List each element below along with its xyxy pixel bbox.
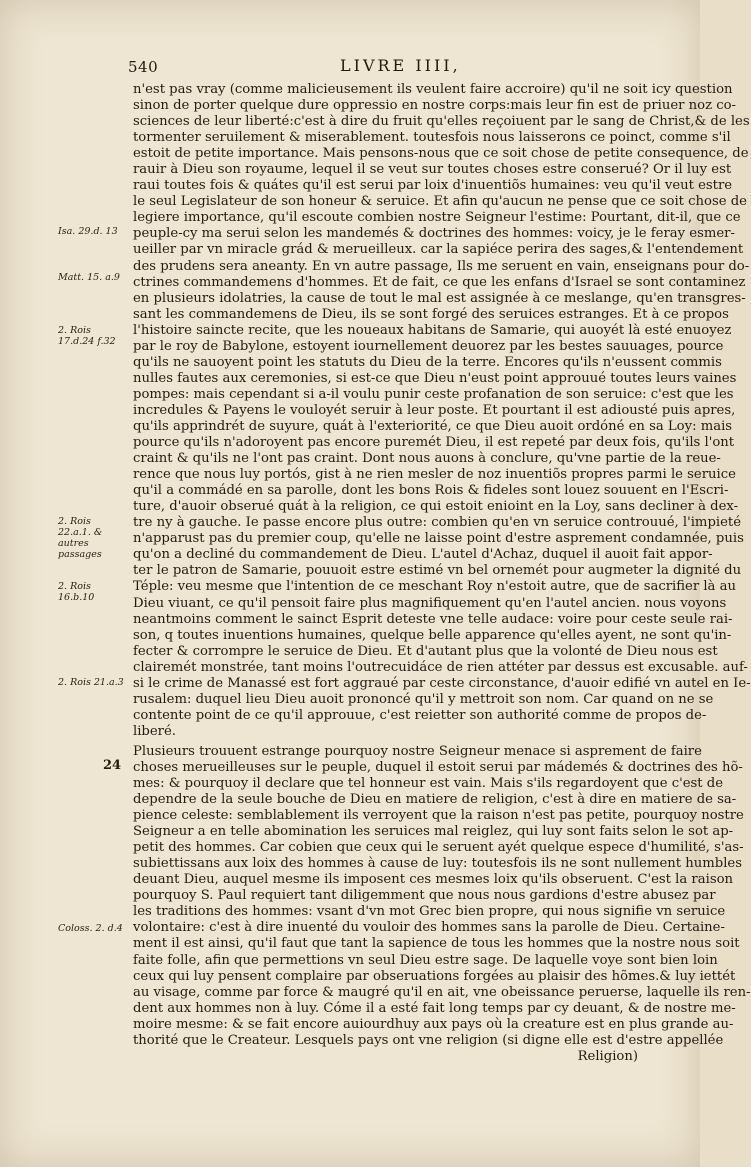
text-line: ment il est ainsi, qu'il faut que tant la sapience de tous les hommes que la nostre nous soit (133, 936, 740, 952)
text-line: Téple: veu mesme que l'intention de ce meschant Roy n'estoit autre, que de sacrifier là au (133, 579, 736, 595)
text-line: faite folle, afin que permettions vn seul Dieu estre sage. De laquelle voye sont bien loin (133, 952, 718, 968)
text-line: si le crime de Manassé est fort aggraué par ceste circonstance, d'auoir edifié vn autel en Ie- (133, 675, 751, 691)
text-line: au visage, comme par force & maugré qu'il en ait, vne obeissance peruerse, laquelle ils ren- (133, 984, 751, 1000)
text-line: Religion) (577, 1048, 638, 1064)
text-line: contente point de ce qu'il approuue, c'est reietter son authorité comme de propos de- (133, 707, 707, 723)
text-line: ture, d'auoir obserué quát à la religion, ce qui estoit enioint en la Loy, sans decliner à dex- (133, 499, 739, 515)
text-line: tormenter seruilement & miserablement. toutesfois nous laisserons ce poinct, comme s'il (133, 130, 731, 146)
text-line: ctrines commandemens d'hommes. Et de fait, ce que les enfans d'Israel se sont contaminez (133, 274, 746, 290)
text-line: clairemét monstrée, tant moins l'outrecuidáce de rien attéter par dessus est excusable. auf- (133, 659, 748, 675)
text-line: legiere importance, qu'il escoute combien nostre Seigneur l'estime: Pourtant, dit-il, que ce (133, 210, 741, 226)
text-line: ter le patron de Samarie, pouuoit estre estimé vn bel ornemét pour augmeter la dignité du (133, 563, 742, 579)
text-line: pompes: mais cependant si a-il voulu punir ceste profanation de son seruice: c'est que les (133, 386, 734, 402)
text-line: les traditions des hommes: vsant d'vn mot Grec bien propre, qui nous signifie vn seruice (133, 904, 726, 920)
margin-note: 2. Rois 21.a.3 (58, 677, 124, 688)
text-line: tre ny à gauche. Ie passe encore plus outre: combien qu'en vn seruice controuué, l'impieté (133, 515, 742, 531)
margin-note: 2. Rois 22.a.1. & autres passages (58, 516, 103, 560)
text-line: moire mesme: & se fait encore auiourdhuy aux pays où la creature est en plus grande au- (133, 1016, 734, 1032)
margin-note: Isa. 29.d. 13 (58, 226, 118, 237)
text-line: rauir à Dieu son royaume, lequel il se veut sur toutes choses estre conserué? Or il luy est (133, 162, 732, 178)
text-line: thorité que le Createur. Lesquels pays ont vne religion (si digne elle est d'estre appellée (133, 1032, 724, 1048)
text-line: ueiller par vn miracle grád & merueilleux. car la sapiéce perira des sages,& l'entendement (133, 242, 744, 258)
text-line: qu'il a commádé en sa parolle, dont les bons Rois & fideles sont louez souuent en l'Escri- (133, 483, 729, 499)
text-line: neantmoins comment le sainct Esprit deteste vne telle audace: voire pour ceste seule rai- (133, 611, 733, 627)
text-line: subiettissans aux loix des hommes à cause de luy: toutesfois ils ne sont nullement humbles (133, 856, 743, 872)
text-line: liberé. (133, 723, 176, 739)
text-line: incredules & Payens le vouloyét seruir à leur poste. Et pourtant il est adiousté puis apres, (133, 402, 736, 418)
text-line: par le roy de Babylone, estoyent iournellement deuorez par les bestes sauuages, pource (133, 338, 724, 354)
text-line: son, q toutes inuentions humaines, quelque belle apparence qu'elles ayent, ne sont qu'in- (133, 627, 732, 643)
text-line: en plusieurs idolatries, la cause de tout le mal est assignée à ce meslange, qu'en transgres- (133, 290, 746, 306)
section-number: 24 (103, 758, 122, 773)
text-line: rusalem: duquel lieu Dieu auoit prononcé qu'il y mettroit son nom. Car quand on ne se (133, 691, 714, 707)
text-line: Plusieurs trouuent estrange pourquoy nostre Seigneur menace si asprement de faire (133, 743, 702, 759)
text-line: raui toutes fois & quátes qu'il est serui par loix d'inuentiõs humaines: veu qu'il veut estre (133, 178, 733, 194)
body-text (133, 82, 751, 1065)
text-line: rence que nous luy portós, gist à ne rien mesler de noz inuentiõs propres parmi le seruice (133, 467, 736, 483)
text-line: des prudens sera aneanty. En vn autre passage, Ils me seruent en vain, enseignans pour do- (133, 258, 750, 274)
text-line: pource qu'ils n'adoroyent pas encore puremét Dieu, il est repeté par deux fois, qu'ils l'ont (133, 435, 735, 451)
margin-note: Matt. 15. a.9 (58, 272, 120, 283)
margin-note: 2. Rois 16.b.10 (58, 581, 95, 603)
text-line: Dieu viuant, ce qu'il pensoit faire plus magnifiquement qu'en l'autel ancien. nous voyons (133, 595, 727, 611)
text-line: estoit de petite importance. Mais pensons-nous que ce soit chose de petite consequence, de (133, 146, 749, 162)
text-line: choses merueilleuses sur le peuple, duquel il estoit serui par mádemés & doctrines des hõ- (133, 759, 743, 775)
text-line: Seigneur a en telle abomination les seruices mal reiglez, qui luy sont faits selon le sot ap- (133, 824, 734, 840)
text-line: volontaire: c'est à dire inuenté du vouloir des hommes sans la parolle de Dieu. Certaine- (133, 920, 725, 936)
running-head: LIVRE IIII, (340, 56, 461, 75)
text-line: l'histoire saincte recite, que les noueaux habitans de Samarie, qui auoyét là esté enuoyez (133, 322, 732, 338)
text-line: sant les commandemens de Dieu, ils se sont forgé des seruices estranges. Et à ce propos (133, 306, 729, 322)
margin-note: 2. Rois 17.d.24 f.32 (58, 325, 116, 347)
text-line: dependre de la seule bouche de Dieu en matiere de religion, c'est à dire en matiere de sa- (133, 792, 737, 808)
text-line: fecter & corrompre le seruice de Dieu. Et d'autant plus que la volonté de Dieu nous est (133, 643, 718, 659)
text-line: nulles fautes aux ceremonies, si est-ce que Dieu n'eust point approuué toutes leurs vaines (133, 370, 737, 386)
text-line: ceux qui luy pensent complaire par obseruations forgées au plaisir des hõmes.& luy iettét (133, 968, 736, 984)
text-line: deuant Dieu, auquel mesme ils imposent ces mesmes loix qu'ils obseruent. C'est la raison (133, 872, 734, 888)
text-line: qu'ils apprindrét de suyure, quát à l'exteriorité, ce que Dieu auoit ordóné en sa Loy: mais (133, 418, 733, 434)
text-line: pience celeste: semblablement ils verroyent que la raison n'est pas petite, pourquoy nostre (133, 808, 744, 824)
text-line: mes: & pourquoy il declare que tel honneur est vain. Mais s'ils regardoyent que c'est de (133, 776, 724, 792)
text-line: craint & qu'ils ne l'ont pas craint. Dont nous auons à conclure, qu'vne partie de la reue- (133, 451, 721, 467)
text-line: peuple-cy ma serui selon les mandemés & doctrines des hommes: voicy, je le feray esmer- (133, 226, 735, 242)
margin-note: Coloss. 2. d.4 (58, 923, 123, 934)
text-line: qu'on a decliné du commandement de Dieu. L'autel d'Achaz, duquel il auoit fait appor- (133, 547, 713, 563)
page-number: 540 (128, 58, 159, 76)
paragraph-1 (133, 82, 751, 740)
margin-notes (0, 0, 125, 1167)
text-line: dent aux hommes non à luy. Cóme il a esté fait long temps par cy deuant, & de nostre me- (133, 1000, 736, 1016)
text-line: le seul Legislateur de son honeur & seruice. Et afin qu'aucun ne pense que ce soit chose de (133, 194, 747, 210)
text-line: petit des hommes. Car cobien que ceux qui le seruent ayét quelque espece d'humilité, s'as- (133, 840, 744, 856)
text-line: sciences de leur liberté:c'est à dire du fruit qu'elles reçoiuent par le sang de Christ,& de les (133, 114, 750, 130)
text-line: sinon de porter quelque dure oppressio en nostre corps:mais leur fin est de priuer noz co- (133, 98, 736, 114)
text-line: pourquoy S. Paul requiert tant diligemment que nous nous gardions d'estre abusez par (133, 888, 716, 904)
paragraph-2 (133, 743, 751, 1065)
text-line: n'est pas vray (comme malicieusement ils veulent faire accroire) qu'il ne soit icy question (133, 82, 733, 97)
text-line: n'apparust pas du premier coup, qu'elle ne laisse point d'estre asprement condamnée, puis (133, 531, 744, 547)
text-line: qu'ils ne sauoyent point les statuts du Dieu de la terre. Encores qu'ils n'eussent commis (133, 354, 722, 370)
